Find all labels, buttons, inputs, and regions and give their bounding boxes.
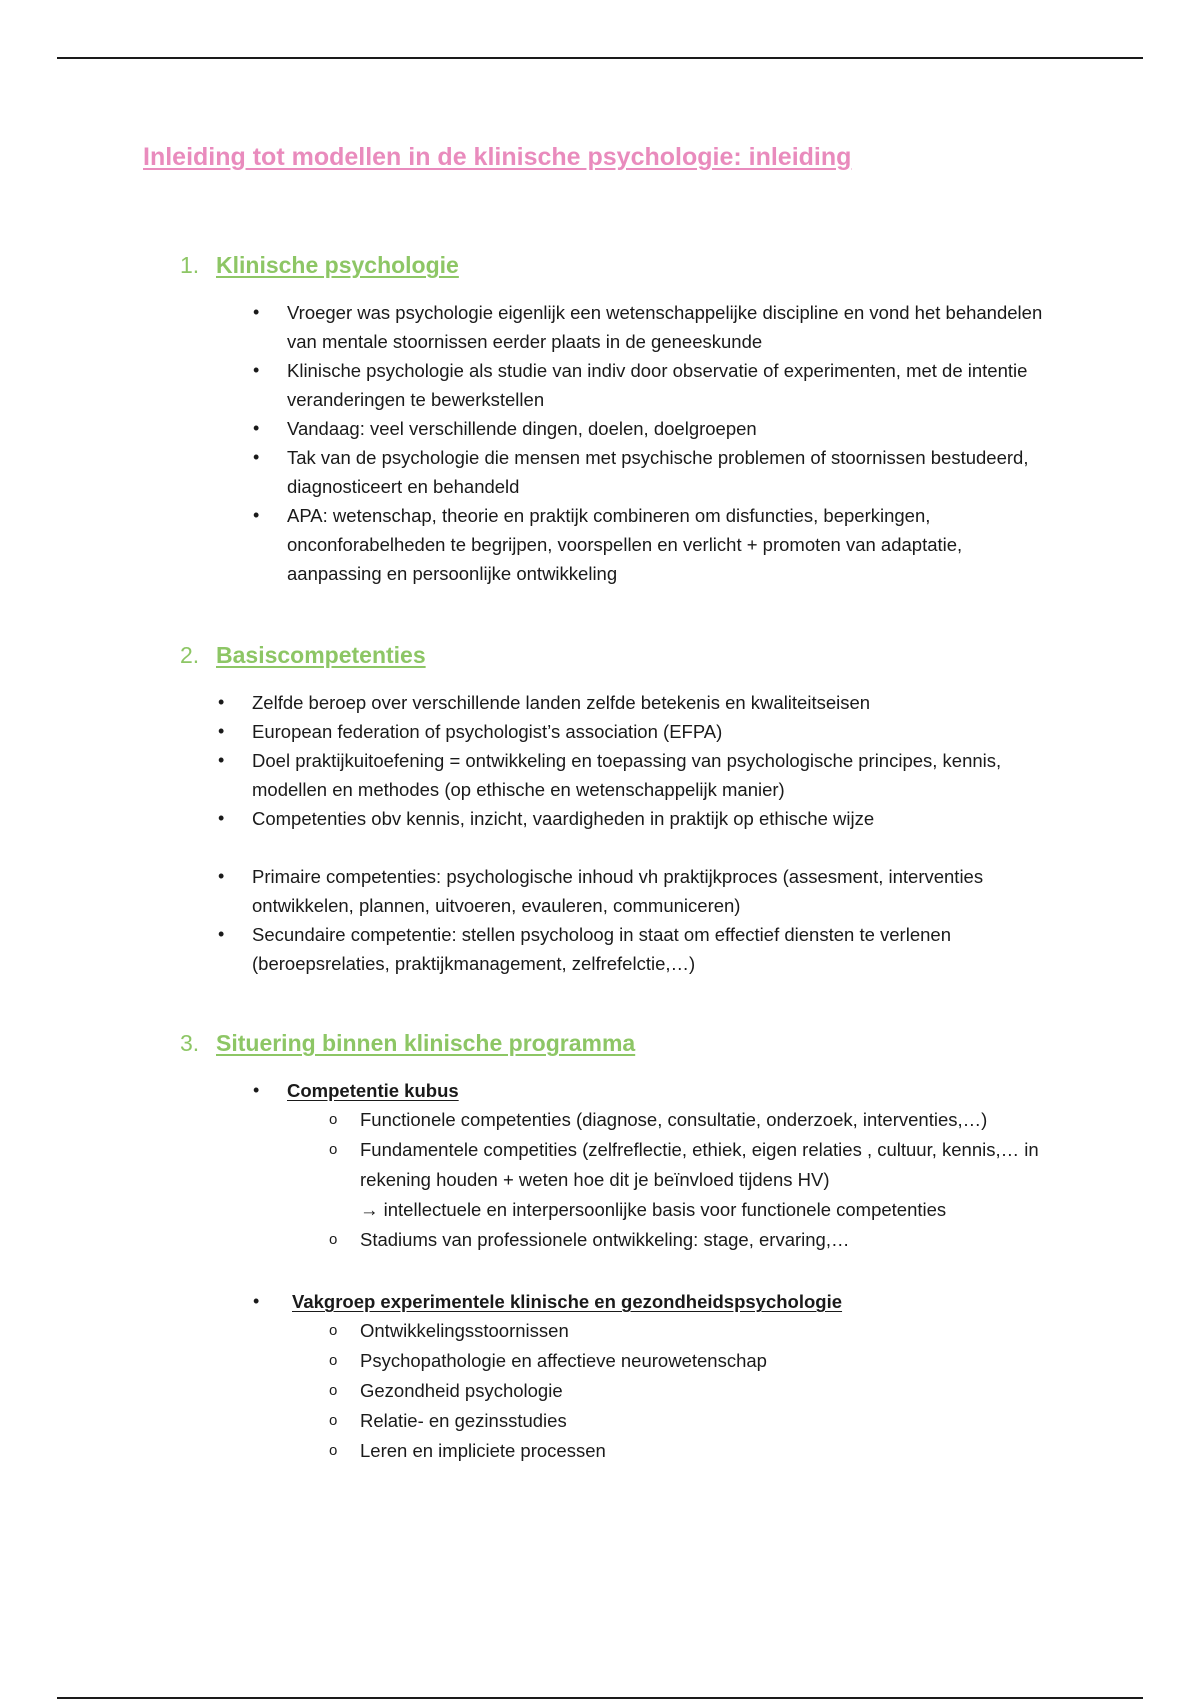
bullet-icon: • — [253, 418, 260, 438]
section-bullet-list — [253, 298, 1047, 588]
sub-list — [329, 1316, 1080, 1466]
group-title: Vakgroep experimentele klinische en gezondheidspsychologie — [292, 1291, 843, 1312]
document-title: Inleiding tot modellen in de klinische psychologie: inleiding — [143, 143, 852, 171]
bullet-icon: • — [218, 721, 225, 741]
section-title: Basiscompetenties — [216, 642, 426, 668]
top-rule — [57, 57, 1143, 59]
section-heading — [180, 252, 459, 279]
bullet-item: • Vandaag: veel verschillende dingen, doelen, doelgroepen — [287, 414, 1047, 443]
circle-bullet-icon: o — [329, 1231, 338, 1248]
bullet-item: • Competenties obv kennis, inzicht, vaardigheden in praktijk op ethische wijze — [252, 804, 1042, 833]
bullet-item: • Primaire competenties: psychologische inhoud vh praktijkproces (assesment, interventies ontwikkelen, plannen, uitvoeren, evauleren, communiceren) — [252, 862, 1042, 920]
section-title: Klinische psychologie — [216, 252, 459, 278]
section-heading — [180, 642, 426, 669]
bullet-icon: • — [218, 750, 225, 770]
bullet-icon: • — [253, 505, 260, 525]
section-number: 2. — [180, 642, 200, 668]
circle-bullet-icon: o — [329, 1141, 338, 1158]
bullet-icon: • — [218, 692, 225, 712]
arrow-note: → intellectuele en interpersoonlijke basis voor functionele competenties — [360, 1199, 947, 1220]
sub-item: o Stadiums van professionele ontwikkeling: stage, ervaring,… — [360, 1225, 1080, 1255]
bullet-item: • Zelfde beroep over verschillende landen zelfde betekenis en kwaliteitseisen — [252, 688, 1042, 717]
bullet-icon: • — [253, 1291, 260, 1311]
sub-item: o Psychopathologie en affectieve neurowetenschap — [360, 1346, 1080, 1376]
sub-list — [329, 1105, 1080, 1255]
sub-item: o Functionele competenties (diagnose, consultatie, onderzoek, interventies,…) — [360, 1105, 1080, 1135]
group-title: Competentie kubus — [287, 1080, 459, 1101]
bullet-item: • Klinische psychologie als studie van indiv door observatie of experimenten, met de intentie veranderingen te bewerkstellen — [287, 356, 1047, 414]
group-list-competentie-kubus — [253, 1076, 1087, 1255]
sub-item: o Relatie- en gezinsstudies — [360, 1406, 1080, 1436]
sub-item: o Ontwikkelingsstoornissen — [360, 1316, 1080, 1346]
bullet-icon: • — [218, 866, 225, 886]
bullet-icon: • — [253, 1080, 260, 1100]
bullet-item: • Vroeger was psychologie eigenlijk een wetenschappelijke discipline en vond het behandelen van mentale stoornissen eerder plaats in de geneeskunde — [287, 298, 1047, 356]
circle-bullet-icon: o — [329, 1352, 338, 1369]
sub-item: o Leren en impliciete processen — [360, 1436, 1080, 1466]
bullet-icon: • — [253, 360, 260, 380]
group-list-vakgroep — [253, 1287, 1092, 1466]
circle-bullet-icon: o — [329, 1442, 338, 1459]
bullet-icon: • — [253, 447, 260, 467]
bullet-icon: • — [218, 924, 225, 944]
circle-bullet-icon: o — [329, 1382, 338, 1399]
sub-item: o Fundamentele competities (zelfreflectie, ethiek, eigen relaties , cultuur, kennis,… in rekening houden + weten hoe dit je beïnvloed tijdens HV) → intellectuele en interpersoonlijke basis voor functionele competenties — [360, 1135, 1080, 1225]
bottom-rule — [57, 1697, 1143, 1699]
section-title: Situering binnen klinische programma — [216, 1030, 636, 1056]
section-number: 3. — [180, 1030, 200, 1056]
section-bullet-list — [218, 688, 1042, 978]
bullet-icon: • — [253, 302, 260, 322]
section-number: 1. — [180, 252, 200, 278]
bullet-icon: • — [218, 808, 225, 828]
group-item — [253, 1076, 1087, 1255]
bullet-item: • APA: wetenschap, theorie en praktijk combineren om disfuncties, beperkingen, onconforabelheden te begrijpen, voorspellen en verlicht + promoten van adaptatie, aanpassing en persoonlijke ontwikkeling — [287, 501, 1047, 588]
group-item — [253, 1287, 1092, 1466]
bullet-item: • Secundaire competentie: stellen psycholoog in staat om effectief diensten te verlenen (beroepsrelaties, praktijkmanagement, zelfrefelctie,…) — [252, 920, 1042, 978]
section-heading — [180, 1030, 635, 1057]
bullet-item: • Doel praktijkuitoefening = ontwikkeling en toepassing van psychologische principes, kennis, modellen en methodes (op ethische en wetenschappelijk manier) — [252, 746, 1042, 804]
bullet-item: • Tak van de psychologie die mensen met psychische problemen of stoornissen bestudeerd, diagnosticeert en behandeld — [287, 443, 1047, 501]
sub-item: o Gezondheid psychologie — [360, 1376, 1080, 1406]
circle-bullet-icon: o — [329, 1322, 338, 1339]
bullet-item: • European federation of psychologist’s association (EFPA) — [252, 717, 1042, 746]
circle-bullet-icon: o — [329, 1111, 338, 1128]
circle-bullet-icon: o — [329, 1412, 338, 1429]
